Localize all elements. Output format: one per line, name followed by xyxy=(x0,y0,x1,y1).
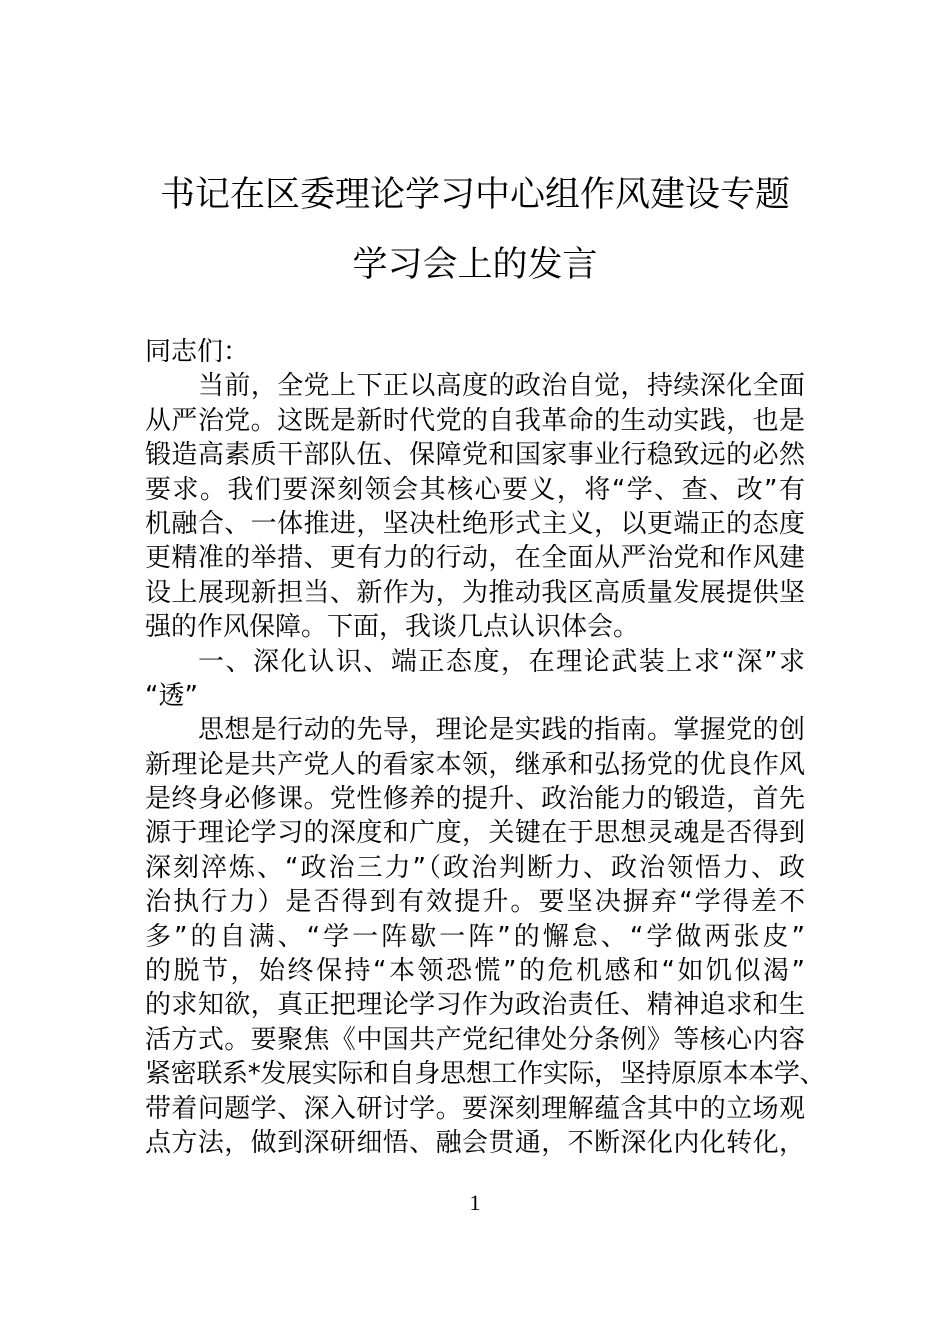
paragraph-line: 是终身必修课。党性修养的提升、政治能力的锻造，首先 xyxy=(145,784,805,815)
paragraph-line: 强的作风保障。下面，我谈几点认识体会。 xyxy=(145,612,640,643)
document-body xyxy=(145,335,825,1160)
section-heading-line: “透” xyxy=(145,680,198,711)
paragraph-line: 思想是行动的先导，理论是实践的指南。掌握党的创 xyxy=(198,715,805,746)
paragraph-line: 锻造高素质干部队伍、保障党和国家事业行稳致远的必然 xyxy=(145,440,805,471)
paragraph-line: 更精准的举措、更有力的行动，在全面从严治党和作风建 xyxy=(145,543,805,574)
paragraph-line: 治执行力）是否得到有效提升。要坚决摒弃“学得差不 xyxy=(145,887,805,918)
paragraph-line: 多”的自满、“学一阵歇一阵”的懈怠、“学做两张皮” xyxy=(145,921,805,952)
page-number: 1 xyxy=(469,1190,481,1215)
paragraph-line: 的求知欲，真正把理论学习作为政治责任、精神追求和生 xyxy=(145,990,805,1021)
paragraph-line: 当前，全党上下正以高度的政治自觉，持续深化全面 xyxy=(198,371,805,402)
paragraph-line: 源于理论学习的深度和广度，关键在于思想灵魂是否得到 xyxy=(145,818,805,849)
paragraph-line: 设上展现新担当、新作为，为推动我区高质量发展提供坚 xyxy=(145,577,805,608)
paragraph-line: 的脱节，始终保持“本领恐慌”的危机感和“如饥似渴” xyxy=(145,956,805,987)
salutation: 同志们： xyxy=(145,337,250,367)
paragraph-line: 机融合、一体推进，坚决杜绝形式主义，以更端正的态度 xyxy=(145,508,805,539)
paragraph-line: 活方式。要聚焦《中国共产党纪律处分条例》等核心内容 xyxy=(145,1024,805,1055)
paragraph-line: 带着问题学、深入研讨学。要深刻理解蕴含其中的立场观 xyxy=(145,1093,805,1124)
paragraph-line: 新理论是共产党人的看家本领，继承和弘扬党的优良作风 xyxy=(145,749,805,780)
document-title-line-1: 书记在区委理论学习中心组作风建设专题 xyxy=(159,175,790,215)
paragraph-line: 点方法，做到深研细悟、融会贯通，不断深化内化转化， xyxy=(145,1127,805,1158)
section-heading-line: 一、深化认识、端正态度，在理论武装上求“深”求 xyxy=(198,646,805,677)
paragraph-line: 要求。我们要深刻领会其核心要义，将“学、查、改”有 xyxy=(145,474,805,505)
paragraph-line: 紧密联系*发展实际和自身思想工作实际，坚持原原本本学、 xyxy=(145,1059,825,1090)
paragraph-line: 深刻淬炼、“政治三力”（政治判断力、政治领悟力、政 xyxy=(145,852,805,883)
document-title-line-2: 学习会上的发言 xyxy=(352,245,598,285)
paragraph-line: 从严治党。这既是新时代党的自我革命的生动实践，也是 xyxy=(145,405,805,436)
